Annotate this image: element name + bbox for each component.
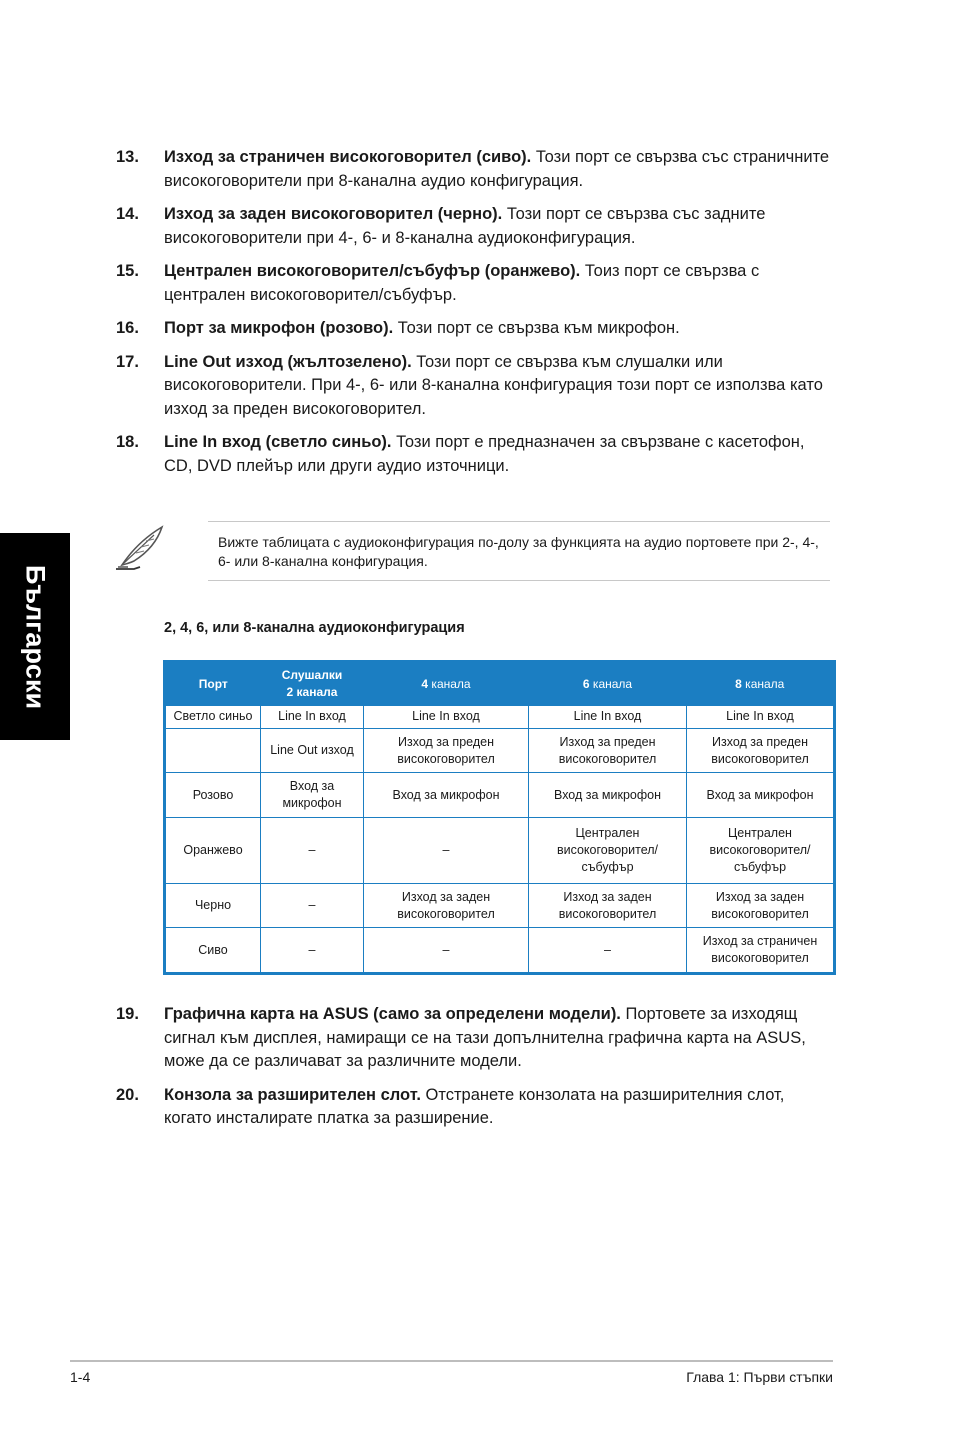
header-label: 6 xyxy=(582,676,590,691)
port-function-cell: – xyxy=(261,928,364,974)
port-function-cell: Централен високоговорител/ събуфър xyxy=(687,817,835,883)
port-list-top xyxy=(116,146,831,488)
port-function-cell: – xyxy=(261,817,364,883)
header-label: 8 xyxy=(735,676,742,691)
item-number: 20. xyxy=(116,1085,139,1104)
table-header-cell xyxy=(165,662,261,706)
port-function-cell: Вход за микрофон xyxy=(529,773,687,817)
language-side-tab xyxy=(0,533,70,740)
port-function-cell: Изход за преден високоговорител xyxy=(364,728,529,772)
port-color-cell: Светло синьо xyxy=(165,706,261,729)
item-heading: Порт за микрофон (розово). xyxy=(164,319,394,337)
item-heading: Line In вход (светло синьо). xyxy=(164,433,392,451)
item-description: Портовете за изходящ сигнал към дисплея, намиращи се на тази допълнителна графична карта на ASUS, може да се различават за различните модели. xyxy=(164,1005,806,1070)
item-body xyxy=(164,431,831,478)
item-description: Този порт се свързва със страничните високоговорители при 8-канална аудио конфигурация. xyxy=(164,148,830,190)
port-color-cell: Черно xyxy=(165,883,261,927)
page-number: 1-4 xyxy=(70,1369,91,1385)
table-header-cell xyxy=(687,662,835,706)
language-label: Български xyxy=(20,564,51,709)
list-item xyxy=(116,351,831,422)
table-header-cell xyxy=(364,662,529,706)
item-description: Този порт е предназначен за свързване с касетофон, CD, DVD плейър или други аудио източници. xyxy=(164,433,805,475)
item-body xyxy=(164,351,831,422)
item-number: 19. xyxy=(116,1005,139,1023)
port-function-cell: Изход за преден високоговорител xyxy=(687,728,835,772)
header-label: 4 xyxy=(421,676,429,691)
list-item xyxy=(116,203,831,250)
header-sublabel: канала xyxy=(589,676,633,691)
table-header-row xyxy=(165,662,835,706)
port-color-cell: Розово xyxy=(165,773,261,817)
item-number: 17. xyxy=(116,352,139,371)
table-row xyxy=(165,883,835,927)
port-function-cell: Изход за страничен високоговорител xyxy=(687,928,835,974)
item-body xyxy=(164,260,831,307)
list-item xyxy=(116,260,831,307)
port-function-cell: – xyxy=(364,928,529,974)
chapter-title: Глава 1: Първи стъпки xyxy=(686,1369,833,1385)
item-description: Отстранете конзолата на разширителния слот, когато инсталирате платка за разширение. xyxy=(164,1085,785,1127)
port-function-cell: – xyxy=(364,817,529,883)
item-heading: Изход за заден високоговорител (черно). xyxy=(164,205,503,223)
port-list-bottom xyxy=(116,1003,831,1141)
list-item xyxy=(116,146,831,193)
item-number: 14. xyxy=(116,205,139,223)
audio-config-table xyxy=(163,660,836,975)
header-label: Слушалки xyxy=(281,668,343,682)
item-body xyxy=(164,203,831,250)
table-row xyxy=(165,817,835,883)
header-sublabel: канала xyxy=(428,676,471,691)
item-body xyxy=(164,146,831,193)
section-title: 2, 4, 6, или 8-канална аудиоконфигурация xyxy=(164,620,465,636)
item-heading: Конзола за разширителен слот. xyxy=(164,1085,421,1104)
port-function-cell: Изход за заден високоговорител xyxy=(364,883,529,927)
list-item xyxy=(116,431,831,478)
port-color-cell: Сиво xyxy=(165,928,261,974)
table-row xyxy=(165,728,835,772)
item-description: Този порт се свързва към микрофон. xyxy=(393,319,680,337)
table-header-cell xyxy=(529,662,687,706)
port-color-cell: Оранжево xyxy=(165,817,261,883)
item-body xyxy=(164,317,831,341)
header-label: Порт xyxy=(198,676,228,691)
port-function-cell: Line In вход xyxy=(687,706,835,729)
port-function-cell: – xyxy=(529,928,687,974)
table-row xyxy=(165,706,835,729)
item-number: 15. xyxy=(116,262,139,280)
port-function-cell: Вход за микрофон xyxy=(687,773,835,817)
port-function-cell: Line In вход xyxy=(261,706,364,729)
item-heading: Line Out изход (жълтозелено). xyxy=(164,352,412,371)
port-function-cell: Line In вход xyxy=(529,706,687,729)
note-box xyxy=(208,521,830,581)
item-number: 18. xyxy=(116,433,139,451)
table-header-cell xyxy=(261,662,364,706)
item-number: 13. xyxy=(116,148,139,166)
item-heading: Изход за страничен високоговорител (сиво). xyxy=(164,148,532,166)
port-function-cell: Изход за преден високоговорител xyxy=(529,728,687,772)
item-heading: Централен високоговорител/събуфър (оранжево). xyxy=(164,262,581,280)
port-function-cell: Централен високоговорител/ събуфър xyxy=(529,817,687,883)
item-body xyxy=(164,1084,831,1131)
port-function-cell: Изход за заден високоговорител xyxy=(529,883,687,927)
item-body xyxy=(164,1003,831,1074)
port-function-cell: – xyxy=(261,883,364,927)
port-function-cell: Вход за микрофон xyxy=(261,773,364,817)
list-item xyxy=(116,317,831,341)
list-item xyxy=(116,1003,831,1074)
item-description: Този порт се свързва към слушалки или високоговорители. При 4-, 6- или 8-канална конфигурация този порт се използва като изход за преден високоговорител. xyxy=(164,352,823,418)
port-function-cell: Вход за микрофон xyxy=(364,773,529,817)
header-sublabel: канала xyxy=(741,676,785,691)
table-row xyxy=(165,773,835,817)
header-sublabel: 2 канала xyxy=(286,685,338,699)
item-heading: Графична карта на ASUS (само за определени модели). xyxy=(164,1005,621,1023)
item-number: 16. xyxy=(116,319,139,337)
note-text: Вижте таблицата с аудиоконфигурация по-долу за функцията на аудио портовете при 2-, 4-, 6- или 8-канална конфигурация. xyxy=(218,534,819,569)
port-function-cell: Изход за заден високоговорител xyxy=(687,883,835,927)
port-function-cell: Line Out изход xyxy=(261,728,364,772)
feather-pen-icon xyxy=(114,523,168,571)
list-item xyxy=(116,1084,831,1131)
item-description: Този порт се свързва със задните високоговорители при 4-, 6- и 8-канална аудиоконфигурация. xyxy=(164,205,766,247)
port-color-cell xyxy=(165,728,261,772)
footer-divider xyxy=(70,1360,833,1362)
item-description: Тоиз порт се свързва с централен високоговорител/събуфър. xyxy=(164,262,760,304)
table-row xyxy=(165,928,835,974)
port-function-cell: Line In вход xyxy=(364,706,529,729)
